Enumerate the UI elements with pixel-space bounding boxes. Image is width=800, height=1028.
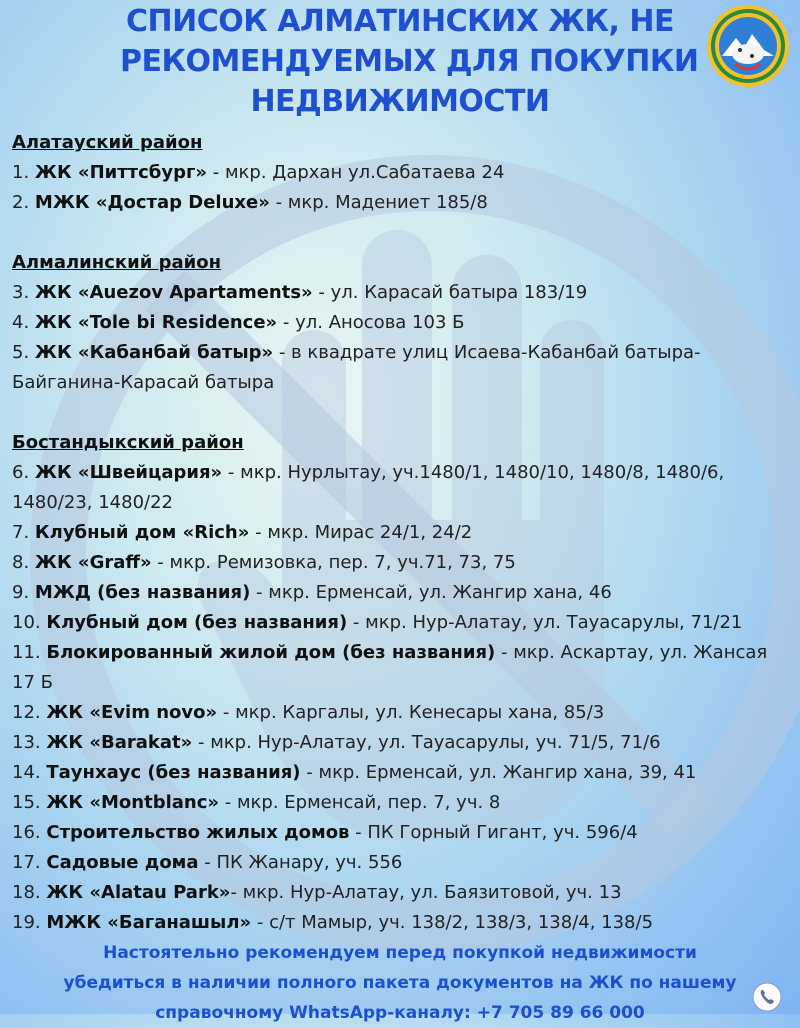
page-title [120,2,699,122]
list-item: 12. ЖК «Evim novo» - мкр. Каргалы, ул. Кенесары хана, 85/3 [12,702,605,723]
list-item: 3. ЖК «Auezov Apartaments» - ул. Карасай батыра 183/19 [12,282,588,303]
list-item-continuation: 17 Б [12,672,53,693]
district-heading: Бостандыкский район [12,432,244,453]
list-item: 7. Клубный дом «Rich» - мкр. Мирас 24/1, 24/2 [12,522,473,543]
phone-icon[interactable] [752,982,782,1012]
footer-line-2: убедиться в наличии полного пакета документов на ЖК по нашему [63,973,737,993]
list-item-continuation: 1480/23, 1480/22 [12,492,173,513]
title-line-2: РЕКОМЕНДУЕМЫХ ДЛЯ ПОКУПКИ [120,44,699,79]
list-item: 8. ЖК «Graff» - мкр. Ремизовка, пер. 7, уч.71, 73, 75 [12,552,516,573]
footer-line-1: Настоятельно рекомендуем перед покупкой недвижимости [103,943,697,963]
almaty-emblem-icon [706,4,790,88]
title-line-1: СПИСОК АЛМАТИНСКИХ ЖК, НЕ [125,4,674,39]
list-item: 15. ЖК «Montblanc» - мкр. Ерменсай, пер. 7, уч. 8 [12,792,501,813]
list-item: 1. ЖК «Питтсбург» - мкр. Дархан ул.Сабатаева 24 [12,162,505,183]
list-item: 4. ЖК «Tole bi Residence» - ул. Аносова 103 Б [12,312,465,333]
list-item: 19. МЖК «Баганашыл» - с/т Мамыр, уч. 138/2, 138/3, 138/4, 138/5 [12,912,654,933]
list-item: 13. ЖК «Barakat» - мкр. Нур-Алатау, ул. Тауасарулы, уч. 71/5, 71/6 [12,732,661,753]
district-heading: Алатауский район [12,132,203,153]
list-item: 10. Клубный дом (без названия) - мкр. Нур-Алатау, ул. Тауасарулы, 71/21 [12,612,743,633]
list-item: 16. Строительство жилых домов - ПК Горный Гигант, уч. 596/4 [12,822,638,843]
list-item: 14. Таунхаус (без названия) - мкр. Ерменсай, ул. Жангир хана, 39, 41 [12,762,697,783]
list-item: 17. Садовые дома - ПК Жанару, уч. 556 [12,852,403,873]
housing-list [12,128,800,938]
list-item: 11. Блокированный жилой дом (без названия) - мкр. Аскартау, ул. Жансая [12,642,768,663]
list-item: 6. ЖК «Швейцария» - мкр. Нурлытау, уч.1480/1, 1480/10, 1480/8, 1480/6, [12,462,725,483]
footer-line-3: справочному WhatsApp-каналу: +7 705 89 66 000 [155,1003,645,1023]
footer-notice [0,938,800,1028]
list-item: 5. ЖК «Кабанбай батыр» - в квадрате улиц Исаева-Кабанбай батыра- [12,342,701,363]
district-heading: Алмалинский район [12,252,222,273]
list-item: 18. ЖК «Alatau Park»- мкр. Нур-Алатау, ул. Баязитовой, уч. 13 [12,882,622,903]
list-item: 9. МЖД (без названия) - мкр. Ерменсай, ул. Жангир хана, 46 [12,582,612,603]
title-line-3: НЕДВИЖИМОСТИ [250,84,550,119]
list-item-continuation: Байганина-Карасай батыра [12,372,275,393]
list-item: 2. МЖК «Достар Deluxe» - мкр. Мадениет 185/8 [12,192,488,213]
